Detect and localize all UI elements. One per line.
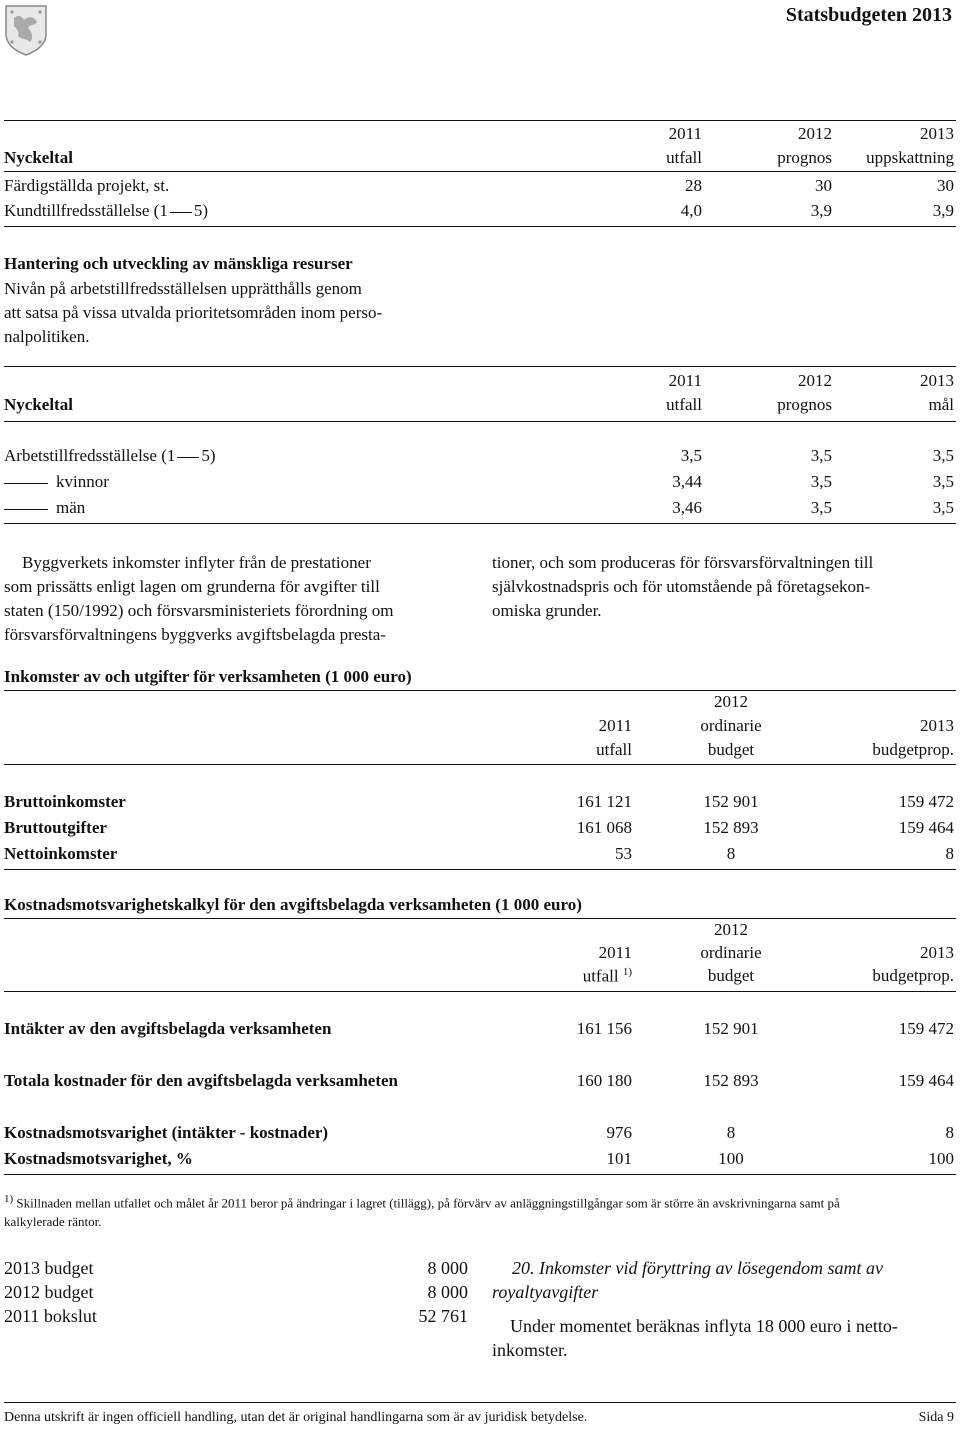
coat-of-arms-logo <box>4 4 48 56</box>
head-2012-sub2: budget <box>707 966 755 985</box>
head-2012-sub: ordinarie <box>700 716 762 735</box>
cell-2011: 28 <box>685 176 702 195</box>
body-text-line: självkostnadspris och för utomstående på företagsekon- <box>492 577 871 596</box>
body-text-line: omiska grunder. <box>492 601 602 620</box>
table1-header-subs <box>4 148 954 170</box>
item20-heading-line: 20. Inkomster vid föryttring av lösegendom samt av <box>512 1258 883 1278</box>
row-label: Arbetstillfredsställelse (1 5) <box>4 446 216 465</box>
cell-2012: 152 893 <box>703 818 759 837</box>
cell-2011: 101 <box>606 1149 632 1168</box>
cell-2013: 30 <box>937 176 954 195</box>
budget-value: 8 000 <box>427 1282 468 1302</box>
body-text-line: Byggverkets inkomster inflyter från de prestationer <box>22 553 371 572</box>
table1-header-rule <box>4 171 956 172</box>
footer-disclaimer: Denna utskrift är ingen officiell handling, utan det är original handlingarna som är av juridisk betydelse. <box>4 1410 588 1425</box>
table-row <box>4 446 954 468</box>
year-2013: 2013 <box>920 371 954 390</box>
head-2013-year: 2013 <box>920 716 954 735</box>
table4-header <box>4 920 954 942</box>
table-row <box>4 792 954 814</box>
cell-2013: 100 <box>928 1149 954 1168</box>
table3-top-rule <box>4 690 956 691</box>
table4-bottom-rule <box>4 1174 956 1175</box>
table4-header <box>4 966 954 988</box>
body-text-line: som prissätts enligt lagen om grunderna för avgifter till <box>4 577 380 596</box>
cell-2011: 3,44 <box>672 472 702 491</box>
head-2013-sub: budgetprop. <box>872 966 954 985</box>
item20-text-line: inkomster. <box>492 1340 568 1360</box>
row-label: Kostnadsmotsvarighet, % <box>4 1149 193 1168</box>
table1-header-years <box>4 124 954 146</box>
row-label: Bruttoinkomster <box>4 792 126 811</box>
sub-uppskattning: uppskattning <box>866 148 954 167</box>
year-2011: 2011 <box>668 371 702 390</box>
cell-2011: 4,0 <box>680 201 702 220</box>
table-row <box>4 1149 954 1171</box>
budget-value: 8 000 <box>427 1258 468 1278</box>
footer-rule <box>4 1402 956 1403</box>
list-item <box>4 1304 468 1328</box>
row-label: Kundtillfredsställelse (1 5) <box>4 201 208 220</box>
row-label: Färdigställda projekt, st. <box>4 176 170 195</box>
cell-2013: 159 464 <box>898 818 954 837</box>
sub-prognos: prognos <box>777 395 832 414</box>
head-2013-year: 2013 <box>920 943 954 962</box>
year-2013: 2013 <box>920 124 954 143</box>
body-text-line: försvarsförvaltningens byggverks avgiftsbelagda presta- <box>4 625 386 644</box>
page-footer <box>4 1410 954 1426</box>
cell-2011: 161 156 <box>576 1019 632 1038</box>
sub-mal: mål <box>928 395 954 414</box>
table2-header-rule <box>4 421 956 422</box>
cell-2012: 3,5 <box>810 446 832 465</box>
footnote <box>4 1190 956 1231</box>
table3-bottom-rule <box>4 869 956 870</box>
table-row <box>4 176 954 198</box>
table4-header-rule <box>4 991 956 992</box>
cell-2012: 100 <box>718 1149 744 1168</box>
table-row <box>4 1123 954 1145</box>
section-text-line: att satsa på vissa utvalda prioritetsområden inom perso- <box>4 303 383 322</box>
cell-2013: 3,9 <box>932 201 954 220</box>
table-row <box>4 201 954 223</box>
column-label: Nyckeltal <box>4 395 73 414</box>
table3-header <box>4 692 954 714</box>
head-2012-sub: ordinarie <box>700 943 762 962</box>
table3-header <box>4 740 954 762</box>
table1-bottom-rule <box>4 226 956 227</box>
cell-2011: 3,46 <box>672 498 702 517</box>
cell-2013: 3,5 <box>932 472 954 491</box>
budget-label: 2012 budget <box>4 1282 94 1302</box>
table2-bottom-rule <box>4 523 956 524</box>
row-label: Totala kostnader för den avgiftsbelagda verksamheten <box>4 1071 399 1090</box>
head-2011-sub: utfall <box>596 740 632 759</box>
budget-list <box>4 1256 468 1328</box>
item20-text <box>492 1314 954 1362</box>
indent-dash <box>4 483 48 484</box>
head-2011-sub: utfall $^{1)}$ <box>582 966 632 986</box>
cell-2013: 3,5 <box>932 446 954 465</box>
cell-2013: 3,5 <box>932 498 954 517</box>
head-2011-year: 2011 <box>598 716 632 735</box>
cell-2012: 30 <box>815 176 832 195</box>
row-label: Nettoinkomster <box>4 844 118 863</box>
footnote-line: Skillnaden mellan utfallet och målet år 2011 beror på ändringar i lagret (tillägg), på förvärv av anläggningstillgångar som är större än avskrivningarna samt på <box>16 1195 840 1211</box>
range-dash <box>170 212 192 213</box>
year-2011: 2011 <box>668 124 702 143</box>
cell-2011: 53 <box>615 844 632 863</box>
table4-top-rule <box>4 918 956 919</box>
sub-prognos: prognos <box>777 148 832 167</box>
item20-heading-line: royaltyavgifter <box>492 1282 599 1302</box>
indent-dash <box>4 509 48 510</box>
cell-2011: 160 180 <box>576 1071 632 1090</box>
cell-2013: 8 <box>945 844 954 863</box>
list-item <box>4 1256 468 1280</box>
table-row <box>4 498 954 520</box>
footnote-line: kalkylerade räntor. <box>4 1214 102 1230</box>
row-label: män <box>4 498 85 518</box>
table-row <box>4 472 954 494</box>
cell-2012: 152 893 <box>703 1071 759 1090</box>
table2-header-subs <box>4 395 954 417</box>
cell-2011: 3,5 <box>680 446 702 465</box>
table4-title: Kostnadsmotsvarighetskalkyl för den avgiftsbelagda verksamheten (1 000 euro) <box>4 895 582 914</box>
table-row <box>4 844 954 866</box>
head-2012-sub2: budget <box>707 740 755 759</box>
table1-top-rule <box>4 120 956 121</box>
section-heading: Hantering och utveckling av mänskliga resurser <box>4 254 353 273</box>
sub-utfall: utfall <box>666 148 702 167</box>
year-2012: 2012 <box>798 124 832 143</box>
cell-2012: 8 <box>726 844 736 863</box>
table3-title: Inkomster av och utgifter för verksamheten (1 000 euro) <box>4 667 412 686</box>
item20-text-line: Under momentet beräknas inflyta 18 000 euro i netto- <box>510 1316 898 1336</box>
cell-2013: 159 472 <box>898 1019 954 1038</box>
body-text-line: staten (150/1992) och försvarsministeriets förordning om <box>4 601 394 620</box>
cell-2012: 3,5 <box>810 498 832 517</box>
table4-header <box>4 943 954 965</box>
table2-header-years <box>4 371 954 393</box>
cell-2013: 159 464 <box>898 1071 954 1090</box>
body-text-line: tioner, och som produceras för försvarsförvaltningen till <box>492 553 874 572</box>
cell-2012: 8 <box>726 1123 736 1142</box>
budget-label: 2011 bokslut <box>4 1306 97 1326</box>
section-text-line: nalpolitiken. <box>4 327 90 346</box>
cell-2011: 161 068 <box>576 818 632 837</box>
cell-2012: 3,9 <box>810 201 832 220</box>
document-title: Statsbudgeten 2013 <box>785 4 952 26</box>
head-2011-year: 2011 <box>598 943 632 962</box>
table-row <box>4 1019 954 1041</box>
item20-heading <box>492 1256 954 1304</box>
head-2012-year: 2012 <box>714 920 748 939</box>
row-label: kvinnor <box>4 472 109 492</box>
cell-2011: 161 121 <box>576 792 632 811</box>
footnote-mark: 1) <box>4 1193 14 1205</box>
footnote-ref: 1) <box>622 966 632 978</box>
sub-utfall: utfall <box>666 395 702 414</box>
cell-2013: 8 <box>945 1123 954 1142</box>
table-row <box>4 1071 954 1093</box>
page-number: Sida 9 <box>918 1410 954 1425</box>
cell-2013: 159 472 <box>898 792 954 811</box>
list-item <box>4 1280 468 1304</box>
year-2012: 2012 <box>798 371 832 390</box>
head-2013-sub: budgetprop. <box>872 740 954 759</box>
column-label: Nyckeltal <box>4 148 73 167</box>
row-label: Bruttoutgifter <box>4 818 107 837</box>
row-label: Intäkter av den avgiftsbelagda verksamheten <box>4 1019 332 1038</box>
table-row <box>4 818 954 840</box>
cell-2011: 976 <box>606 1123 632 1142</box>
cell-2012: 152 901 <box>703 792 759 811</box>
table3-header-rule <box>4 764 956 765</box>
budget-value: 52 761 <box>418 1306 468 1326</box>
table3-header <box>4 716 954 738</box>
table2-top-rule <box>4 366 956 367</box>
cell-2012: 152 901 <box>703 1019 759 1038</box>
cell-2012: 3,5 <box>810 472 832 491</box>
budget-label: 2013 budget <box>4 1258 94 1278</box>
row-label: Kostnadsmotsvarighet (intäkter - kostnader) <box>4 1123 329 1142</box>
range-dash <box>177 457 199 458</box>
section-text-line: Nivån på arbetstillfredsställelsen upprätthålls genom <box>4 279 362 298</box>
head-2012-year: 2012 <box>714 692 748 711</box>
